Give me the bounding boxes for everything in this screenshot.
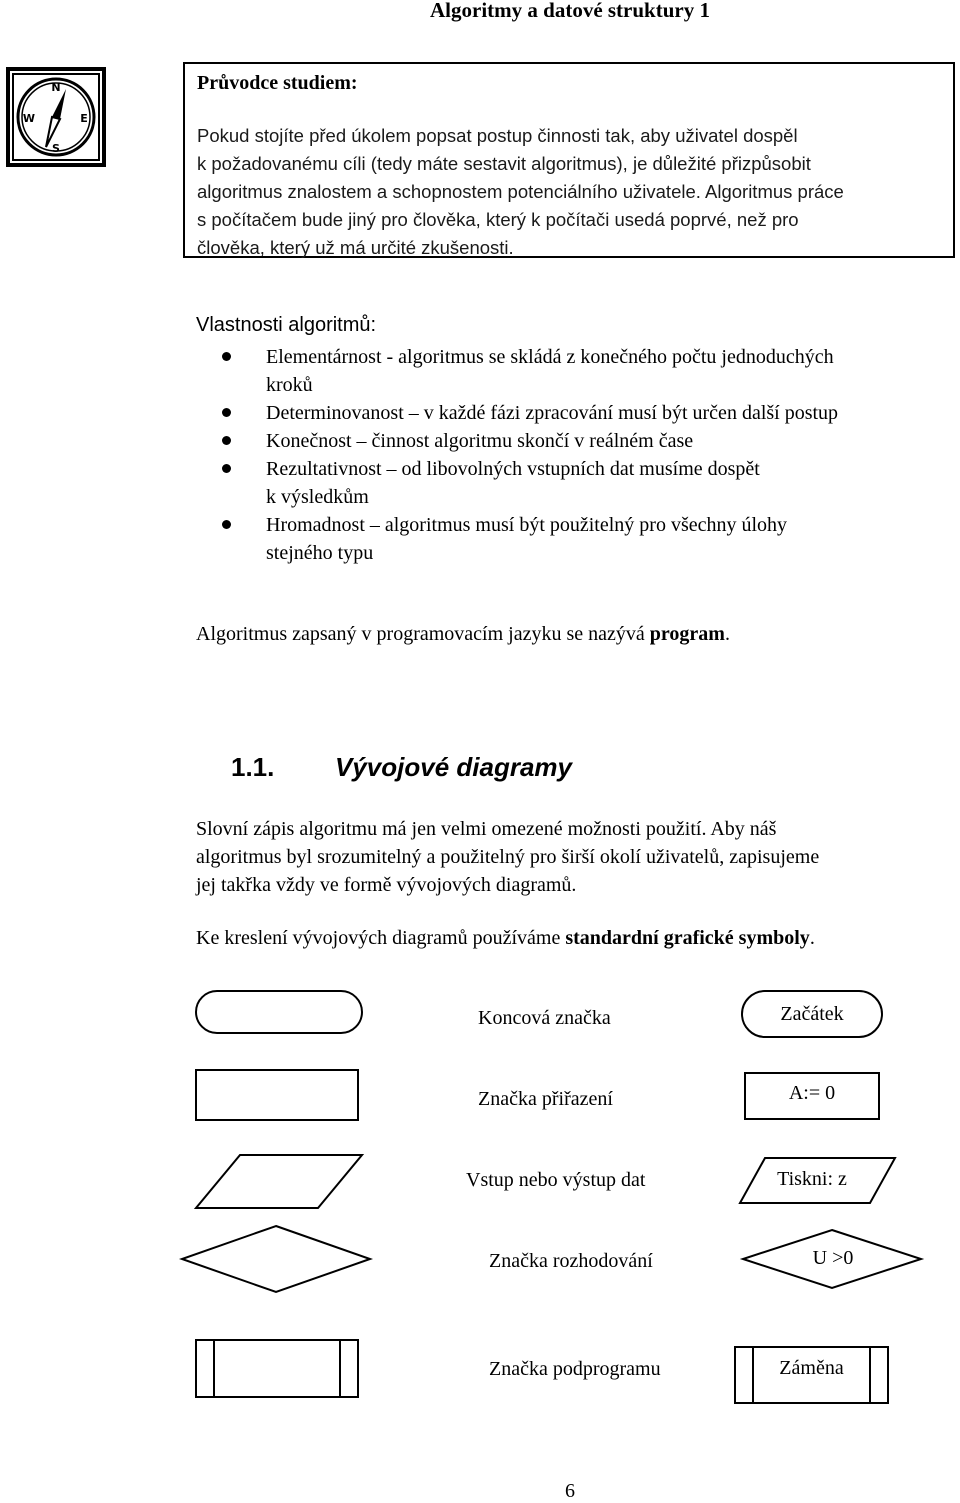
example-terminal-text: Začátek	[780, 1003, 844, 1025]
study-guide-line: Pokud stojíte před úkolem popsat postup činnosti tak, aby uživatel dospěl	[197, 125, 798, 146]
decision-symbol	[182, 1226, 370, 1292]
symbol-label-assignment: Značka přiřazení	[478, 1088, 613, 1110]
subprogram-symbol	[196, 1340, 358, 1397]
example-assignment-text: A:= 0	[788, 1082, 836, 1104]
example-decision-text: U >0	[812, 1247, 854, 1269]
compass-letter-s: S	[52, 142, 60, 155]
property-text-continued: stejného typu	[266, 542, 374, 564]
page-header-title: Algoritmy a datové struktury 1	[430, 0, 710, 22]
symbol-label-subprogram: Značka podprogramu	[489, 1358, 661, 1380]
intro-line: algoritmus byl srozumitelný a použitelný pro širší okolí uživatelů, zapisujeme	[196, 846, 820, 868]
property-text: Konečnost – činnost algoritmu skončí v reálném čase	[266, 430, 694, 452]
study-guide-line: k požadovanému cíli (tedy máte sestavit algoritmus), je důležité přizpůsobit	[197, 153, 811, 174]
property-text: Elementárnost - algoritmus se skládá z konečného počtu jednoduchých	[266, 346, 834, 368]
property-text: Hromadnost – algoritmus musí být použitelný pro všechny úlohy	[266, 514, 788, 536]
example-io-text: Tiskni: z	[777, 1168, 847, 1190]
study-guide-line: algoritmus znalostem a schopnostem potenciálního uživatele. Algoritmus práce	[197, 181, 844, 202]
page-number: 6	[565, 1480, 575, 1502]
study-guide-heading: Průvodce studiem:	[197, 72, 358, 94]
symbols-term: standardní grafické symboly	[565, 927, 810, 949]
symbols-sentence-end: .	[809, 927, 815, 949]
terminal-symbol	[196, 991, 362, 1033]
intro-line: jej takřka vždy ve formě vývojových diagramů.	[196, 874, 577, 896]
compass-letter-w: W	[22, 112, 36, 125]
intro-line: Slovní zápis algoritmu má jen velmi omezené možnosti použití. Aby náš	[196, 818, 777, 840]
compass-letter-e: E	[80, 112, 88, 125]
property-text: Rezultativnost – od libovolných vstupních dat musíme dospět	[266, 458, 760, 480]
property-text: Determinovanost – v každé fázi zpracování musí být určen další postup	[266, 402, 839, 424]
study-guide-line: člověka, který už má určité zkušenosti.	[197, 237, 514, 258]
compass-letter-n: N	[51, 81, 61, 94]
io-symbol	[196, 1155, 362, 1208]
section-title: Vývojové diagramy	[335, 752, 572, 782]
symbol-label-decision: Značka rozhodování	[489, 1250, 653, 1272]
properties-heading: Vlastnosti algoritmů:	[196, 314, 377, 336]
symbol-label-io: Vstup nebo výstup dat	[466, 1169, 646, 1191]
property-text-continued: k výsledkům	[266, 486, 369, 508]
program-sentence-end: .	[724, 623, 730, 645]
process-symbol	[196, 1070, 358, 1120]
program-sentence-text: Algoritmus zapsaný v programovacím jazyku se nazývá	[196, 623, 650, 645]
example-subprogram-text: Záměna	[779, 1357, 844, 1379]
symbols-sentence-text: Ke kreslení vývojových diagramů používáme	[196, 927, 566, 949]
study-guide-line: s počítačem bude jiný pro člověka, který k počítači usedá poprvé, než pro	[197, 209, 799, 230]
property-text-continued: kroků	[266, 374, 313, 396]
program-term: program	[649, 623, 725, 645]
section-number: 1.1.	[231, 752, 275, 782]
symbol-label-terminal: Koncová značka	[478, 1007, 611, 1029]
